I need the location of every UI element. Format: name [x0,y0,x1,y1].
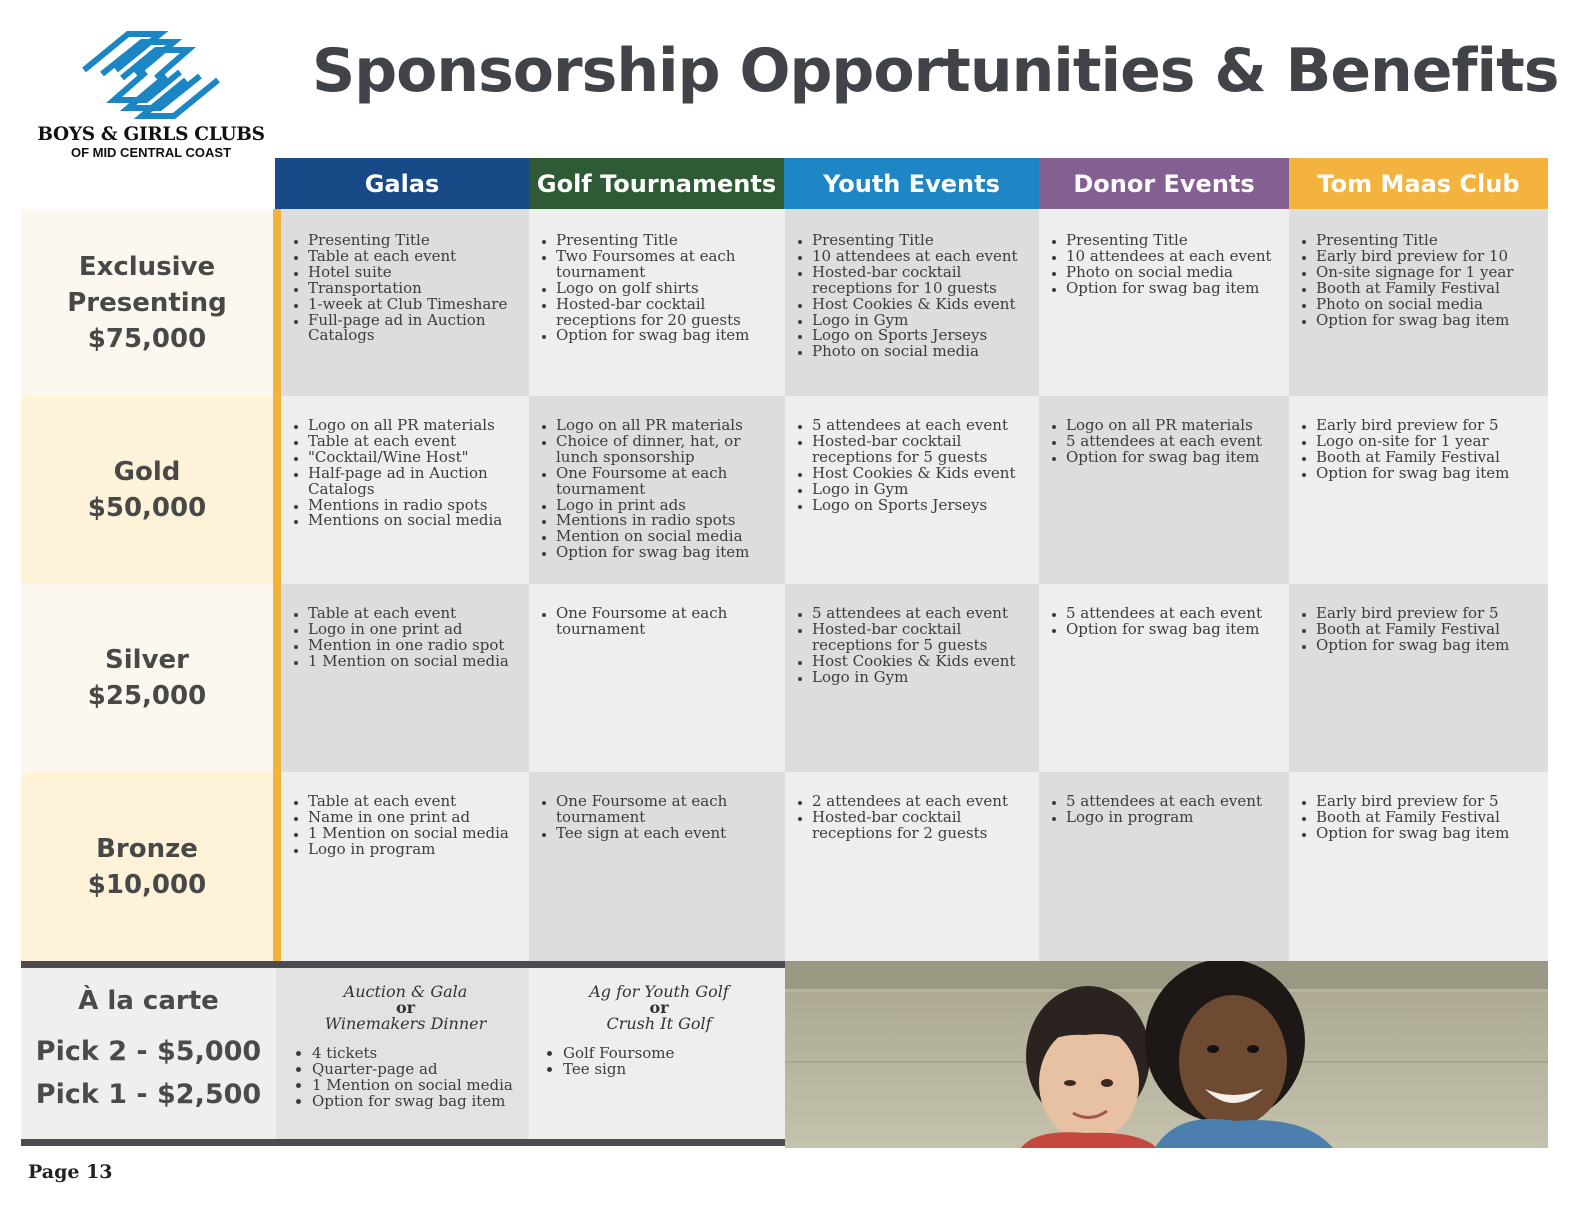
benefit-item: • Photo on social media [812,344,1039,360]
benefit-list [1040,606,1289,638]
benefit-item: • One Foursome at each tournament [556,466,785,498]
benefit-item: • 1 Mention on social media [308,654,529,670]
benefit-list [530,794,785,842]
benefit-item: • 5 attendees at each event [812,606,1039,622]
tier-name: Silver [105,645,189,675]
benefit-item: • Hosted-bar cocktail receptions for 5 guests [812,622,1039,654]
benefit-cell-silver-galas [281,584,529,772]
benefit-list [786,233,1039,360]
a-la-carte-golf-cell [529,968,785,1139]
benefit-item: • 5 attendees at each event [1066,794,1289,810]
benefit-cell-gold-donor-events [1039,396,1289,584]
benefit-item: • Logo on golf shirts [556,281,785,297]
benefit-cell-gold-golf-tournaments [529,396,785,584]
benefit-item: • Early bird preview for 10 [1316,249,1548,265]
benefit-cell-gold-galas [281,396,529,584]
page-number: Page 13 [28,1161,113,1183]
page-title: Sponsorship Opportunities & Benefits [312,36,1559,106]
benefit-item: • Tee sign at each event [556,826,785,842]
benefit-item: • Option for swag bag item [1066,281,1289,297]
tier-price: $10,000 [87,869,207,900]
benefit-item: • Hosted-bar cocktail receptions for 20 guests [556,297,785,329]
column-header-donor-events: Donor Events [1039,158,1289,209]
benefit-item: • Choice of dinner, hat, or lunch sponsorship [556,434,785,466]
benefit-item: • Presenting Title [308,233,529,249]
a-la-carte-gala-cell [276,968,529,1139]
tier-silver [21,584,273,772]
a-la-carte-item: • 1 Mention on social media [312,1078,525,1094]
a-la-carte-gala-list [286,1046,525,1110]
benefit-list [530,418,785,561]
benefit-item: • Logo on-site for 1 year [1316,434,1548,450]
tier-bronze [21,772,273,961]
benefit-list [282,794,529,858]
benefit-list [786,606,1039,686]
benefit-item: • Logo in print ads [556,498,785,514]
a-la-carte-item: • Quarter-page ad [312,1062,525,1078]
benefit-item: • Name in one print ad [308,810,529,826]
benefit-item: • Logo in program [308,842,529,858]
benefit-item: • Presenting Title [556,233,785,249]
benefit-item: • Option for swag bag item [1316,638,1548,654]
a-la-carte-title: À la carte [78,986,219,1016]
a-la-carte-label [21,968,276,1139]
tier-price: $25,000 [87,681,207,711]
benefit-item: • Table at each event [308,249,529,265]
benefit-item: • Photo on social media [1066,265,1289,281]
benefit-item: • Option for swag bag item [1316,313,1548,329]
benefit-item: • Option for swag bag item [1316,826,1548,842]
a-la-carte-golf-heading [537,984,781,1032]
benefit-cell-bronze-donor-events [1039,772,1289,961]
column-header-golf-tournaments: Golf Tournaments [529,158,784,209]
benefit-item: • Booth at Family Festival [1316,450,1548,466]
benefit-item: • Logo in program [1066,810,1289,826]
benefit-item: • Option for swag bag item [1066,622,1289,638]
benefit-item: • 1-week at Club Timeshare [308,297,529,313]
benefit-cell-silver-tom-maas-club [1289,584,1548,772]
benefit-list [282,418,529,529]
benefit-list [1290,794,1548,842]
a-la-carte-golf-list [537,1046,781,1078]
a-la-carte-item: • Golf Foursome [563,1046,781,1062]
benefit-cell-bronze-youth-events [785,772,1039,961]
tier-name: Gold [113,457,181,487]
benefit-item: • Logo on all PR materials [556,418,785,434]
tier-price: $75,000 [87,323,207,354]
benefit-list [1290,418,1548,482]
tier-name: Bronze [96,833,198,864]
benefit-list [1290,233,1548,328]
benefit-cell-exclusive-youth-events [785,209,1039,396]
benefit-cell-bronze-tom-maas-club [1289,772,1548,961]
a-la-carte-gala-heading [286,984,525,1032]
pick-two-price: Pick 2 - $5,000 [35,1036,262,1067]
benefit-item: • Host Cookies & Kids event [812,654,1039,670]
benefit-cell-exclusive-tom-maas-club [1289,209,1548,396]
tier-price: $50,000 [87,493,207,523]
benefit-item: • 10 attendees at each event [812,249,1039,265]
benefit-item: • Presenting Title [1066,233,1289,249]
a-la-carte-item: • Tee sign [563,1062,781,1078]
a-la-carte-top-rule [21,961,785,968]
tier-name: Exclusive [78,251,216,282]
benefit-list [786,794,1039,842]
tier-exclusive-presenting [21,209,273,396]
benefit-item: • Host Cookies & Kids event [812,466,1039,482]
benefit-item: • Table at each event [308,606,529,622]
benefit-item: • Mentions in radio spots [308,498,529,514]
benefit-cell-silver-donor-events [1039,584,1289,772]
benefit-item: • Full-page ad in Auction Catalogs [308,313,529,345]
benefit-item: • Option for swag bag item [556,545,785,561]
benefit-cell-exclusive-galas [281,209,529,396]
column-header-tom-maas-club: Tom Maas Club [1289,158,1548,209]
kids-photo [785,961,1548,1148]
heading-line: Ag for Youth Golf [589,982,729,1001]
pick-one-price: Pick 1 - $2,500 [35,1079,262,1110]
benefit-item: • Logo in Gym [812,670,1039,686]
benefit-cell-silver-youth-events [785,584,1039,772]
benefit-item: • 5 attendees at each event [812,418,1039,434]
column-header-youth-events: Youth Events [784,158,1039,209]
benefit-list [786,418,1039,513]
clasped-hands-logo-icon [76,30,226,120]
kids-photo-illustration [785,961,1548,1148]
benefit-item: • Transportation [308,281,529,297]
benefit-item: • 1 Mention on social media [308,826,529,842]
benefit-item: • Hosted-bar cocktail receptions for 5 guests [812,434,1039,466]
benefit-item: • Half-page ad in Auction Catalogs [308,466,529,498]
benefit-cell-exclusive-golf-tournaments [529,209,785,396]
benefit-item: • Hotel suite [308,265,529,281]
benefit-item: • Table at each event [308,434,529,450]
benefit-item: • Mentions on social media [308,513,529,529]
benefit-item: • 5 attendees at each event [1066,434,1289,450]
benefit-item: • Presenting Title [1316,233,1548,249]
benefit-item: • Hosted-bar cocktail receptions for 10 guests [812,265,1039,297]
benefit-item: • Booth at Family Festival [1316,281,1548,297]
benefit-list [530,606,785,638]
benefit-item: • Early bird preview for 5 [1316,794,1548,810]
benefit-item: • Mention on social media [556,529,785,545]
benefit-cell-bronze-golf-tournaments [529,772,785,961]
benefit-item: • Mentions in radio spots [556,513,785,529]
benefit-item: • Hosted-bar cocktail receptions for 2 guests [812,810,1039,842]
benefit-item: • Logo on Sports Jerseys [812,498,1039,514]
benefit-cell-bronze-galas [281,772,529,961]
benefit-item: • On-site signage for 1 year [1316,265,1548,281]
benefit-item: • 2 attendees at each event [812,794,1039,810]
benefit-item: • Logo on Sports Jerseys [812,328,1039,344]
benefit-item: • "Cocktail/Wine Host" [308,450,529,466]
benefit-item: • Early bird preview for 5 [1316,418,1548,434]
benefit-item: • Logo on all PR materials [1066,418,1289,434]
benefit-cell-gold-youth-events [785,396,1039,584]
benefit-item: • Table at each event [308,794,529,810]
benefit-item: • Logo in one print ad [308,622,529,638]
benefit-cell-gold-tom-maas-club [1289,396,1548,584]
benefit-list [1040,233,1289,297]
benefit-item: • Option for swag bag item [1316,466,1548,482]
benefit-cell-exclusive-donor-events [1039,209,1289,396]
benefit-list [282,606,529,670]
heading-line: Auction & Gala [343,982,468,1001]
heading-line: Winemakers Dinner [324,1014,487,1033]
benefit-item: • Photo on social media [1316,297,1548,313]
benefit-list [282,233,529,344]
heading-line: Crush It Golf [606,1014,712,1033]
heading-or: or [395,998,416,1017]
benefit-item: • Booth at Family Festival [1316,622,1548,638]
benefit-item: • One Foursome at each tournament [556,606,785,638]
benefit-item: • Logo in Gym [812,482,1039,498]
benefit-item: • Host Cookies & Kids event [812,297,1039,313]
benefit-list [1040,794,1289,826]
benefit-item: • Early bird preview for 5 [1316,606,1548,622]
benefit-cell-silver-golf-tournaments [529,584,785,772]
benefit-item: • One Foursome at each tournament [556,794,785,826]
benefit-item: • 5 attendees at each event [1066,606,1289,622]
a-la-carte-bottom-rule [21,1139,785,1146]
benefit-item: • Presenting Title [812,233,1039,249]
benefit-item: • Logo in Gym [812,313,1039,329]
benefit-item: • Option for swag bag item [1066,450,1289,466]
logo-subtitle: OF MID CENTRAL COAST [70,145,232,160]
benefit-list [1290,606,1548,654]
a-la-carte-item: • Option for swag bag item [312,1094,525,1110]
benefit-list [1040,418,1289,466]
tier-accent-bar [273,209,281,961]
tier-gold [21,396,273,584]
benefit-item: • Booth at Family Festival [1316,810,1548,826]
a-la-carte-item: • 4 tickets [312,1046,525,1062]
heading-or: or [649,998,669,1017]
benefit-item: • 10 attendees at each event [1066,249,1289,265]
benefit-item: • Logo on all PR materials [308,418,529,434]
column-header-galas: Galas [275,158,529,209]
benefit-item: • Two Foursomes at each tournament [556,249,785,281]
benefit-item: • Mention in one radio spot [308,638,529,654]
benefit-list [530,233,785,344]
club-logo [26,28,276,163]
benefit-item: • Option for swag bag item [556,328,785,344]
logo-name: BOYS & GIRLS CLUBS [37,124,265,145]
tier-name: Presenting [67,287,227,318]
